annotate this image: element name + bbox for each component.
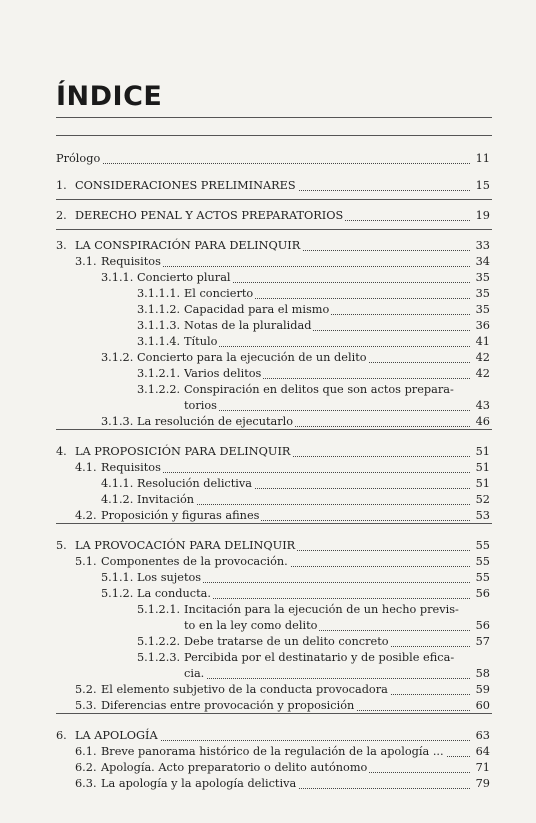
toc-entry-number: 3.1.1.3. (137, 319, 181, 332)
toc-entry (0, 538, 536, 554)
toc-entry (0, 634, 536, 650)
dot-leader (184, 346, 470, 347)
toc-entry-page: 42 (475, 351, 490, 364)
toc-entry-number: 5.1.2.2. (137, 635, 181, 648)
toc-entry (0, 476, 536, 492)
toc-entry (0, 698, 536, 714)
toc-entry-label: LA CONSPIRACIÓN PARA DELINQUIR (75, 239, 301, 252)
toc-entry (0, 776, 536, 792)
toc-entry-number: 3.1.3. (101, 415, 134, 428)
toc-entry-page: 79 (475, 777, 490, 790)
toc-entry-label: CONSIDERACIONES PRELIMINARES (75, 179, 296, 192)
toc-entry-number: 5.1.2.3. (137, 651, 181, 664)
toc-entry (0, 270, 536, 286)
toc-entry-page: 46 (475, 415, 490, 428)
section-divider (56, 135, 492, 136)
toc-entry-number: 5.1.2.1. (137, 603, 181, 616)
toc-entry-number: 5. (56, 539, 67, 552)
toc-entry (0, 414, 536, 430)
section-divider (56, 429, 492, 430)
toc-entry (0, 618, 536, 634)
toc-entry-label: Incitación para la ejecución de un hecho previs- (184, 603, 459, 616)
toc-entry-number: 3.1.1.1. (137, 287, 181, 300)
toc-entry (0, 460, 536, 476)
toc-entry (0, 586, 536, 602)
toc-entry-label: to en la ley como delito (184, 619, 318, 632)
toc-entry-page: 51 (475, 477, 490, 490)
toc-entry (0, 508, 536, 524)
toc-entry-label: Invitación (137, 493, 195, 506)
toc-entry (0, 666, 536, 682)
toc-entry-number: 3.1. (75, 255, 97, 268)
toc-entry-label: La resolución de ejecutarlo (137, 415, 294, 428)
toc-entry-label: El elemento subjetivo de la conducta provocadora (101, 683, 388, 696)
toc-entry-page: 34 (475, 255, 490, 268)
toc-entry-number: 3.1.1.4. (137, 335, 181, 348)
toc-entry-label: Requisitos (101, 255, 161, 268)
toc-entry-number: 4.1.1. (101, 477, 134, 490)
toc-entry-page: 19 (475, 209, 490, 222)
toc-entry-page: 41 (475, 335, 490, 348)
toc-entry-number: 3.1.2. (101, 351, 134, 364)
toc-entry-page: 60 (475, 699, 490, 712)
toc-entry-number: 5.1.2. (101, 587, 134, 600)
toc-entry (0, 350, 536, 366)
toc-entry (0, 208, 536, 224)
toc-entry-label: La apología y la apología delictiva (101, 777, 297, 790)
toc-entry-page: 11 (475, 152, 490, 165)
toc-entry-page: 36 (475, 319, 490, 332)
toc-entry-page: 35 (475, 303, 490, 316)
dot-leader (184, 678, 470, 679)
toc-entry-label: La conducta. (137, 587, 211, 600)
toc-entry-number: 6.1. (75, 745, 97, 758)
toc-entry-label: Resolución delictiva (137, 477, 253, 490)
toc-entry (0, 151, 536, 167)
toc-entry-number: 3. (56, 239, 67, 252)
section-divider (56, 523, 492, 524)
toc-entry (0, 398, 536, 414)
toc-entry-number: 6.2. (75, 761, 97, 774)
toc-entry-label: Los sujetos (137, 571, 202, 584)
toc-entry-page: 52 (475, 493, 490, 506)
toc-entry-page: 71 (475, 761, 490, 774)
toc-entry-number: 6.3. (75, 777, 97, 790)
toc-entry-page: 59 (475, 683, 490, 696)
toc-entry (0, 554, 536, 570)
toc-entry (0, 238, 536, 254)
toc-entry-page: 63 (475, 729, 490, 742)
toc-entry (0, 444, 536, 460)
page-title: ÍNDICE (56, 81, 163, 112)
toc-entry-page: 64 (475, 745, 490, 758)
toc-entry-number: 5.2. (75, 683, 97, 696)
toc-entry-page: 55 (475, 539, 490, 552)
toc-entry-label: Prólogo (56, 152, 101, 165)
toc-entry-page: 15 (475, 179, 490, 192)
toc-entry-page: 57 (475, 635, 490, 648)
toc-entry (0, 728, 536, 744)
toc-entry (0, 318, 536, 334)
toc-entry-label: LA APOLOGÍA (75, 729, 158, 742)
toc-entry-number: 4. (56, 445, 67, 458)
toc-entry-label: Capacidad para el mismo (184, 303, 330, 316)
toc-entry-page: 58 (475, 667, 490, 680)
toc-entry-number: 4.2. (75, 509, 97, 522)
toc-entry-label: Requisitos (101, 461, 161, 474)
toc-entry-page: 51 (475, 461, 490, 474)
toc-entry (0, 570, 536, 586)
section-divider (56, 229, 492, 230)
toc-entry-page: 43 (475, 399, 490, 412)
toc-entry-page: 56 (475, 619, 490, 632)
dot-leader (56, 163, 470, 164)
toc-entry-label: Varios delitos (184, 367, 262, 380)
toc-entry-page: 35 (475, 271, 490, 284)
toc-entry-label: torios (184, 399, 217, 412)
toc-entry-number: 3.1.2.2. (137, 383, 181, 396)
toc-entry-label: Título (184, 335, 218, 348)
toc-entry-label: LA PROPOSICIÓN PARA DELINQUIR (75, 445, 291, 458)
toc-entry-label: Debe tratarse de un delito concreto (184, 635, 389, 648)
toc-entry (0, 682, 536, 698)
toc-entry-number: 1. (56, 179, 67, 192)
toc-entry (0, 492, 536, 508)
toc-entry-label: Proposición y figuras afines (101, 509, 260, 522)
toc-entry-page: 53 (475, 509, 490, 522)
toc-entry-label: El concierto (184, 287, 254, 300)
toc-entry-page: 56 (475, 587, 490, 600)
toc-entry-number: 5.3. (75, 699, 97, 712)
toc-entry-number: 2. (56, 209, 67, 222)
toc-entry (0, 334, 536, 350)
toc-entry-page: 55 (475, 555, 490, 568)
toc-entry-label: Breve panorama histórico de la regulación de la apología ... (101, 745, 444, 758)
dot-leader (184, 410, 470, 411)
toc-entry-label: Conspiración en delitos que son actos prepara- (184, 383, 454, 396)
toc-entry (0, 602, 536, 618)
toc-entry (0, 760, 536, 776)
toc-entry (0, 382, 536, 398)
toc-entry (0, 286, 536, 302)
toc-entry (0, 650, 536, 666)
toc-entry-number: 3.1.2.1. (137, 367, 181, 380)
toc-entry-label: Concierto plural (137, 271, 231, 284)
toc-entry-label: Notas de la pluralidad (184, 319, 312, 332)
toc-entry-page: 42 (475, 367, 490, 380)
toc-entry-number: 4.1.2. (101, 493, 134, 506)
toc-entry-number: 3.1.1. (101, 271, 134, 284)
toc-entry (0, 254, 536, 270)
section-divider (56, 713, 492, 714)
section-divider (56, 199, 492, 200)
toc-entry-number: 6. (56, 729, 67, 742)
toc-entry-label: Diferencias entre provocación y proposición (101, 699, 355, 712)
toc-entry-label: LA PROVOCACIÓN PARA DELINQUIR (75, 539, 296, 552)
toc-entry-number: 5.1. (75, 555, 97, 568)
toc-entry-label: DERECHO PENAL Y ACTOS PREPARATORIOS (75, 209, 344, 222)
toc-entry-number: 4.1. (75, 461, 97, 474)
toc-entry (0, 178, 536, 194)
toc-entry-page: 33 (475, 239, 490, 252)
toc-entry-label: Concierto para la ejecución de un delito (137, 351, 367, 364)
toc-entry-label: Componentes de la provocación. (101, 555, 288, 568)
toc-entry-number: 5.1.1. (101, 571, 134, 584)
toc-entry (0, 366, 536, 382)
toc-entry-page: 55 (475, 571, 490, 584)
toc-entry-label: Percibida por el destinatario y de posible efica- (184, 651, 455, 664)
toc-entry-page: 35 (475, 287, 490, 300)
toc-entry (0, 744, 536, 760)
toc-entry-page: 51 (475, 445, 490, 458)
toc-entry (0, 302, 536, 318)
toc-entry-number: 3.1.1.2. (137, 303, 181, 316)
toc-entry-label: cia. (184, 667, 205, 680)
toc-entry-label: Apología. Acto preparatorio o delito autónomo (101, 761, 368, 774)
